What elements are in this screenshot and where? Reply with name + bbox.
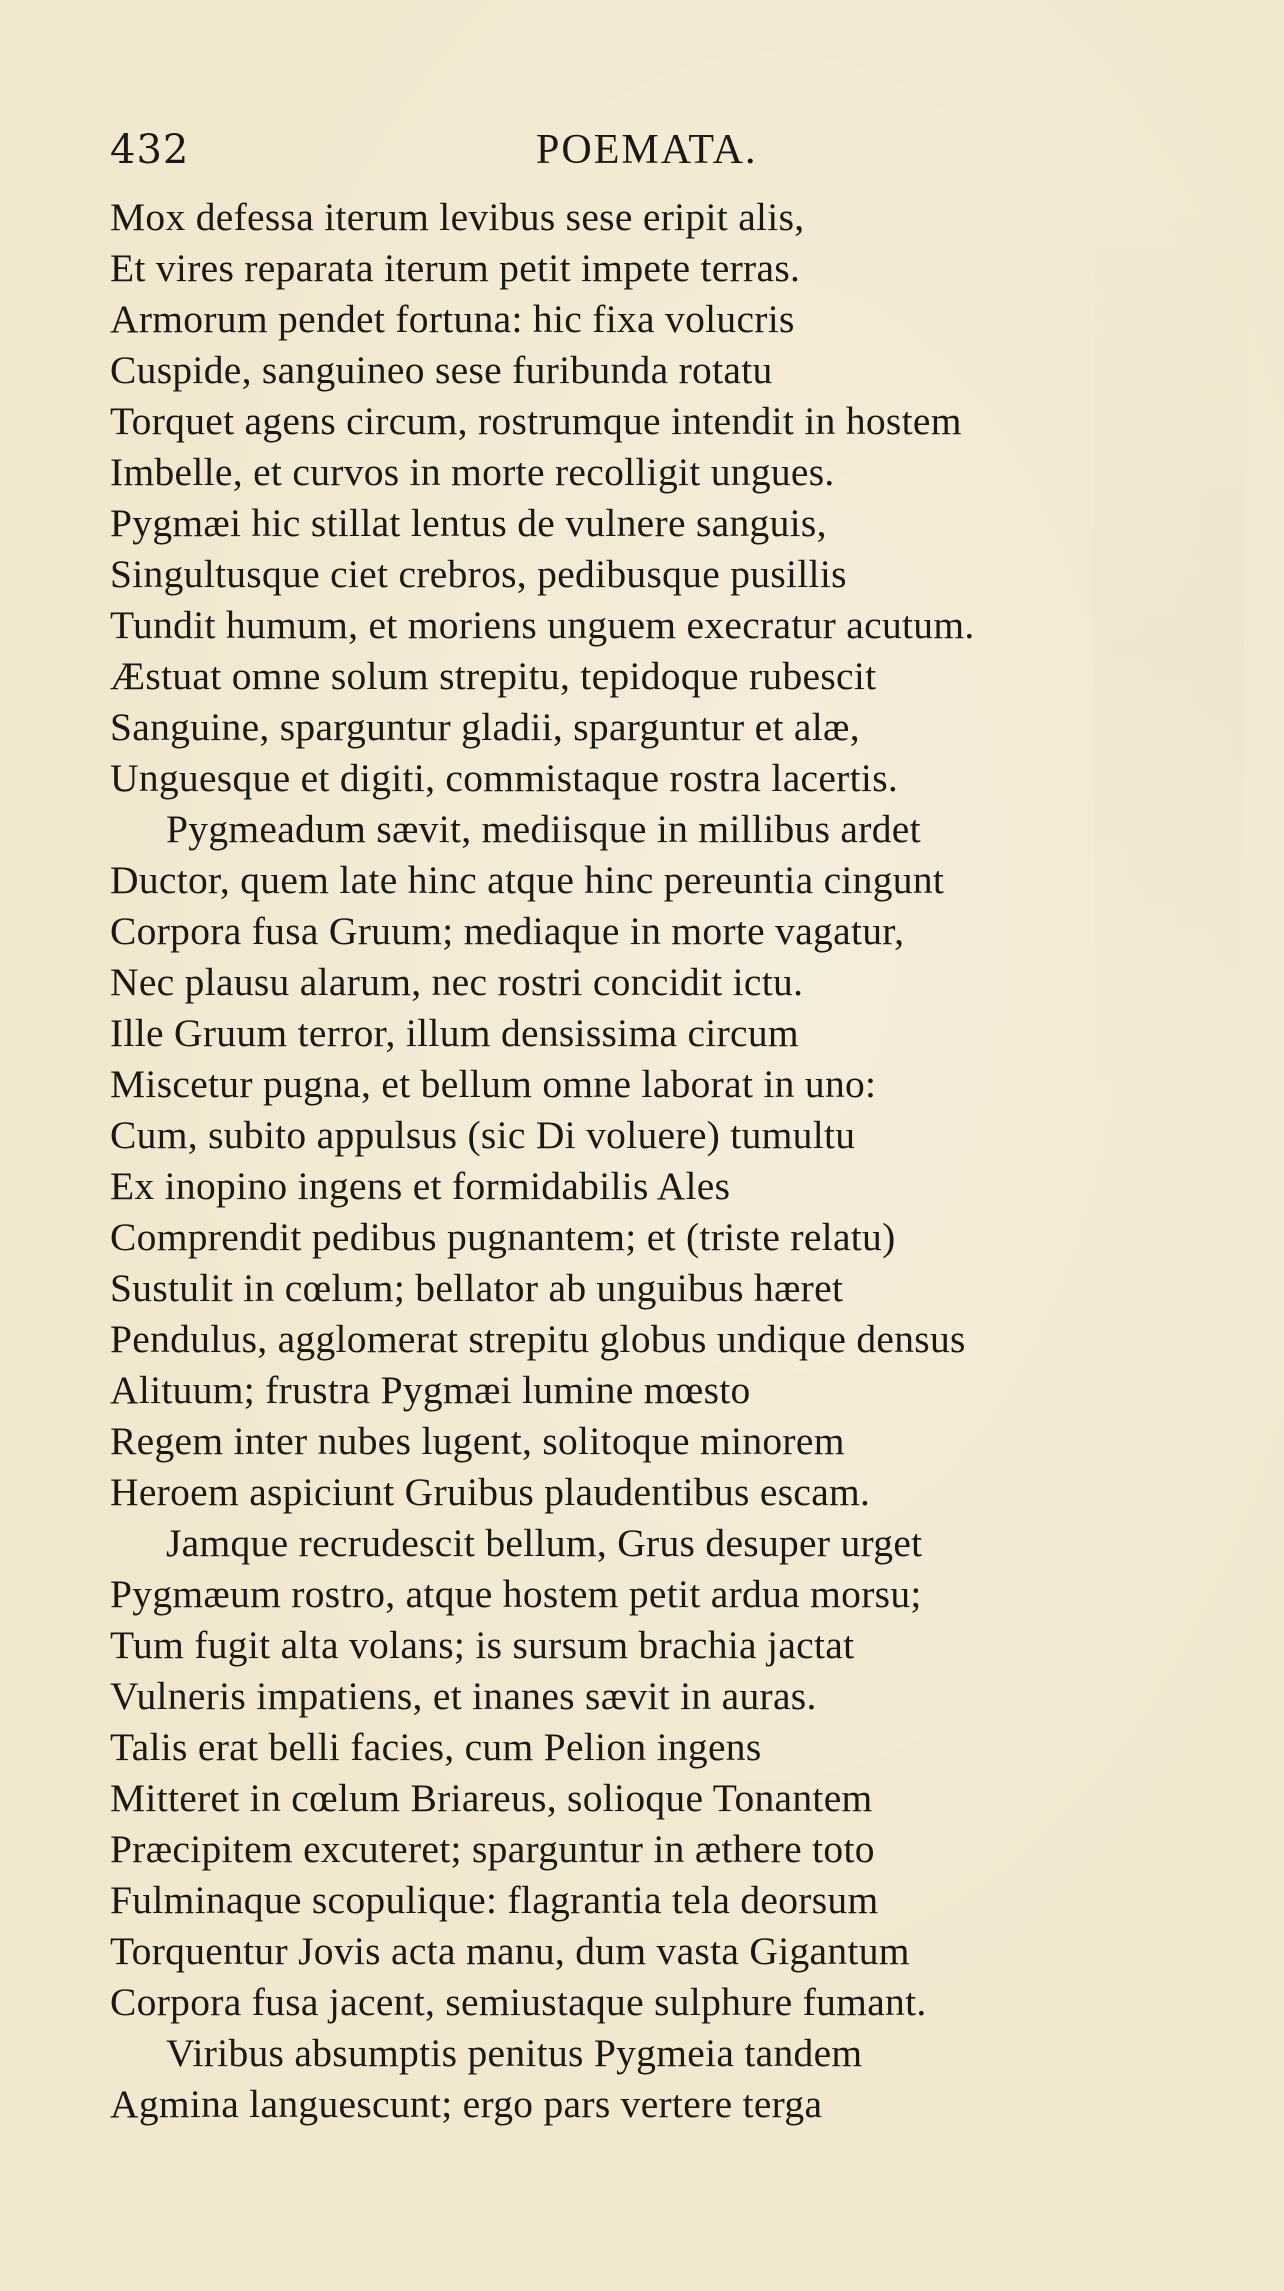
verse-line: Mitteret in cœlum Briareus, solioque Tonantem bbox=[110, 1776, 873, 1820]
verse-line: Viribus absumptis penitus Pygmeia tandem bbox=[166, 2031, 863, 2075]
verse-line: Heroem aspiciunt Gruibus plaudentibus escam. bbox=[110, 1470, 871, 1514]
verse-line: Nec plausu alarum, nec rostri concidit ictu. bbox=[110, 960, 804, 1004]
verse-line: Præcipitem excuteret; sparguntur in æthere toto bbox=[110, 1827, 875, 1871]
verse-line: Cum, subito appulsus (sic Di voluere) tumultu bbox=[110, 1113, 856, 1157]
verse-line: Pygmæum rostro, atque hostem petit ardua morsu; bbox=[110, 1572, 922, 1616]
verse-line: Cuspide, sanguineo sese furibunda rotatu bbox=[110, 348, 773, 392]
page-number: 432 bbox=[110, 127, 190, 173]
verse-line: Miscetur pugna, et bellum omne laborat in uno: bbox=[110, 1062, 877, 1106]
verse-line: Agmina languescunt; ergo pars vertere terga bbox=[110, 2082, 823, 2126]
verse-line: Imbelle, et curvos in morte recolligit ungues. bbox=[110, 450, 835, 494]
verse-line: Comprendit pedibus pugnantem; et (triste relatu) bbox=[110, 1215, 896, 1259]
verse-line: Corpora fusa jacent, semiustaque sulphure fumant. bbox=[110, 1980, 927, 2024]
verse-line: Sanguine, sparguntur gladii, sparguntur et alæ, bbox=[110, 705, 860, 749]
verse-line: Mox defessa iterum levibus sese eripit alis, bbox=[110, 195, 805, 239]
verse-line: Sustulit in cœlum; bellator ab unguibus hæret bbox=[110, 1266, 844, 1310]
running-head bbox=[0, 120, 1284, 180]
verse-line: Torquet agens circum, rostrumque intendit in hostem bbox=[110, 399, 962, 443]
verse-line: Ex inopino ingens et formidabilis Ales bbox=[110, 1164, 731, 1208]
verse-line: Et vires reparata iterum petit impete terras. bbox=[110, 246, 801, 290]
verse-line: Tum fugit alta volans; is sursum brachia jactat bbox=[110, 1623, 855, 1667]
verse-line: Ille Gruum terror, illum densissima circum bbox=[110, 1011, 799, 1055]
verse-line: Tundit humum, et moriens unguem execratur acutum. bbox=[110, 603, 975, 647]
verse-line: Pygmeadum sævit, mediisque in millibus ardet bbox=[166, 807, 921, 851]
verse-line: Pygmæi hic stillat lentus de vulnere sanguis, bbox=[110, 501, 827, 545]
verse-line: Jamque recrudescit bellum, Grus desuper urget bbox=[166, 1521, 923, 1565]
verse-line: Unguesque et digiti, commistaque rostra lacertis. bbox=[110, 756, 899, 800]
verse-line: Æstuat omne solum strepitu, tepidoque rubescit bbox=[110, 654, 877, 698]
verse-line: Corpora fusa Gruum; mediaque in morte vagatur, bbox=[110, 909, 905, 953]
poem-text bbox=[110, 192, 1230, 2130]
verse-line: Pendulus, agglomerat strepitu globus undique densus bbox=[110, 1317, 966, 1361]
verse-line: Ductor, quem late hinc atque hinc pereuntia cingunt bbox=[110, 858, 945, 902]
verse-line: Vulneris impatiens, et inanes sævit in auras. bbox=[110, 1674, 817, 1718]
verse-line: Armorum pendet fortuna: hic fixa volucris bbox=[110, 297, 795, 341]
verse-line: Talis erat belli facies, cum Pelion ingens bbox=[110, 1725, 762, 1769]
verse-line: Regem inter nubes lugent, solitoque minorem bbox=[110, 1419, 845, 1463]
running-title: POEMATA. bbox=[536, 127, 758, 173]
verse-line: Alituum; frustra Pygmæi lumine mœsto bbox=[110, 1368, 751, 1412]
verse-line: Singultusque ciet crebros, pedibusque pusillis bbox=[110, 552, 847, 596]
verse-line: Torquentur Jovis acta manu, dum vasta Gigantum bbox=[110, 1929, 910, 1973]
verse-line: Fulminaque scopulique: flagrantia tela deorsum bbox=[110, 1878, 879, 1922]
